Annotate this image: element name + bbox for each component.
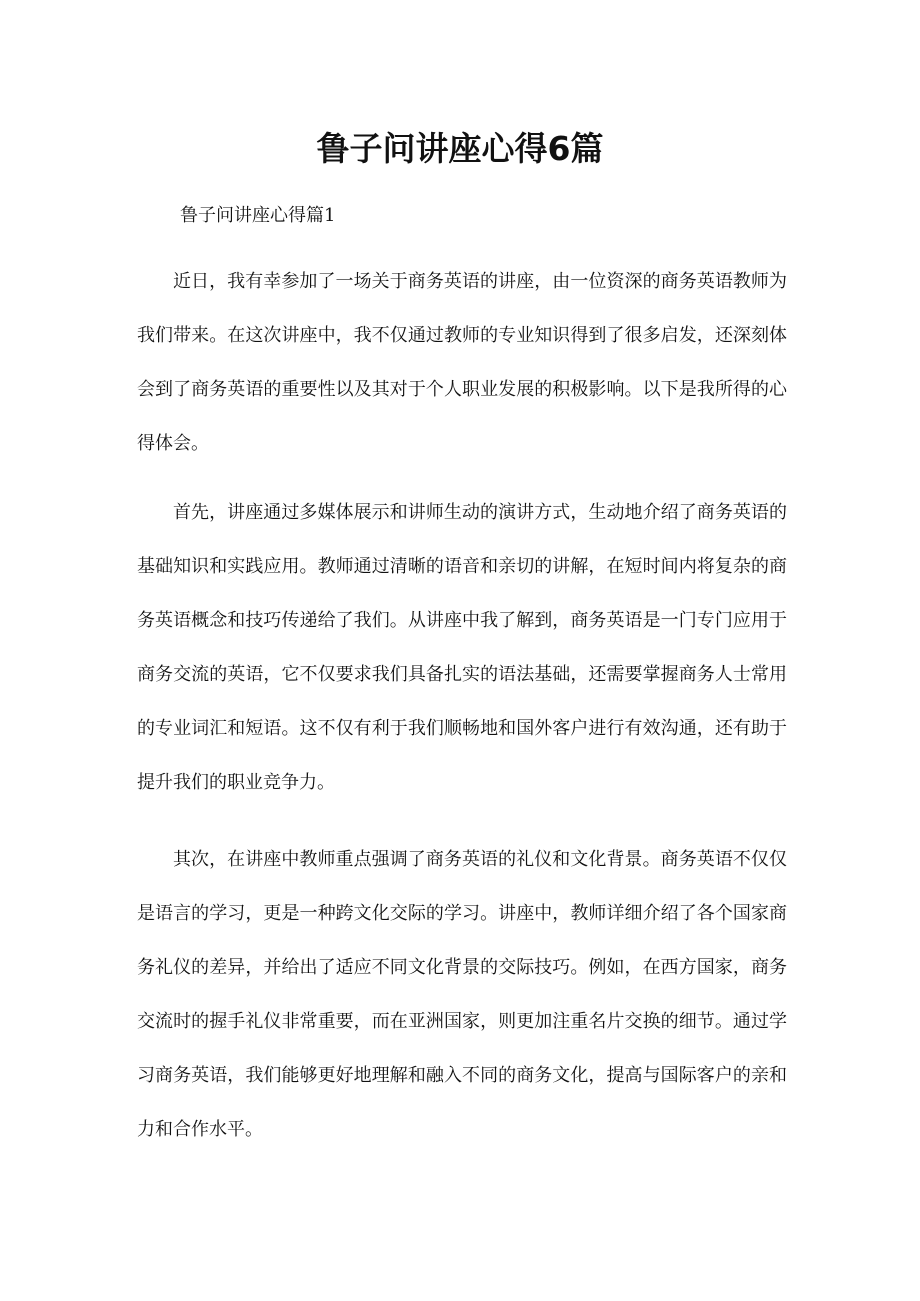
paragraph-2: 首先，讲座通过多媒体展示和讲师生动的演讲方式，生动地介绍了商务英语的基础知识和实践应用。教师通过清晰的语音和亲切的讲解，在短时间内将复杂的商务英语概念和技巧传递给了我们。从讲座中我了解到，商务英语是一门专门应用于商务交流的英语，它不仅要求我们具备扎实的语法基础，还需要掌握商务人士常用的专业词汇和短语。这不仅有利于我们顺畅地和国外客户进行有效沟通，还有助于提升我们的职业竞争力。 [137,502,787,793]
paragraph-1: 近日，我有幸参加了一场关于商务英语的讲座，由一位资深的商务英语教师为我们带来。在这次讲座中，我不仅通过教师的专业知识得到了很多启发，还深刻体会到了商务英语的重要性以及其对于个人职业发展的积极影响。以下是我所得的心得体会。 [137,271,787,454]
section-heading: 鲁子问讲座心得篇1 [180,205,336,226]
document-title: 鲁子问讲座心得6篇 [316,129,604,168]
paragraph-3: 其次，在讲座中教师重点强调了商务英语的礼仪和文化背景。商务英语不仅仅是语言的学习，更是一种跨文化交际的学习。讲座中，教师详细介绍了各个国家商务礼仪的差异，并给出了适应不同文化背景的交际技巧。例如，在西方国家，商务交流时的握手礼仪非常重要，而在亚洲国家，则更加注重名片交换的细节。通过学习商务英语，我们能够更好地理解和融入不同的商务文化，提高与国际客户的亲和力和合作水平。 [137,849,787,1140]
